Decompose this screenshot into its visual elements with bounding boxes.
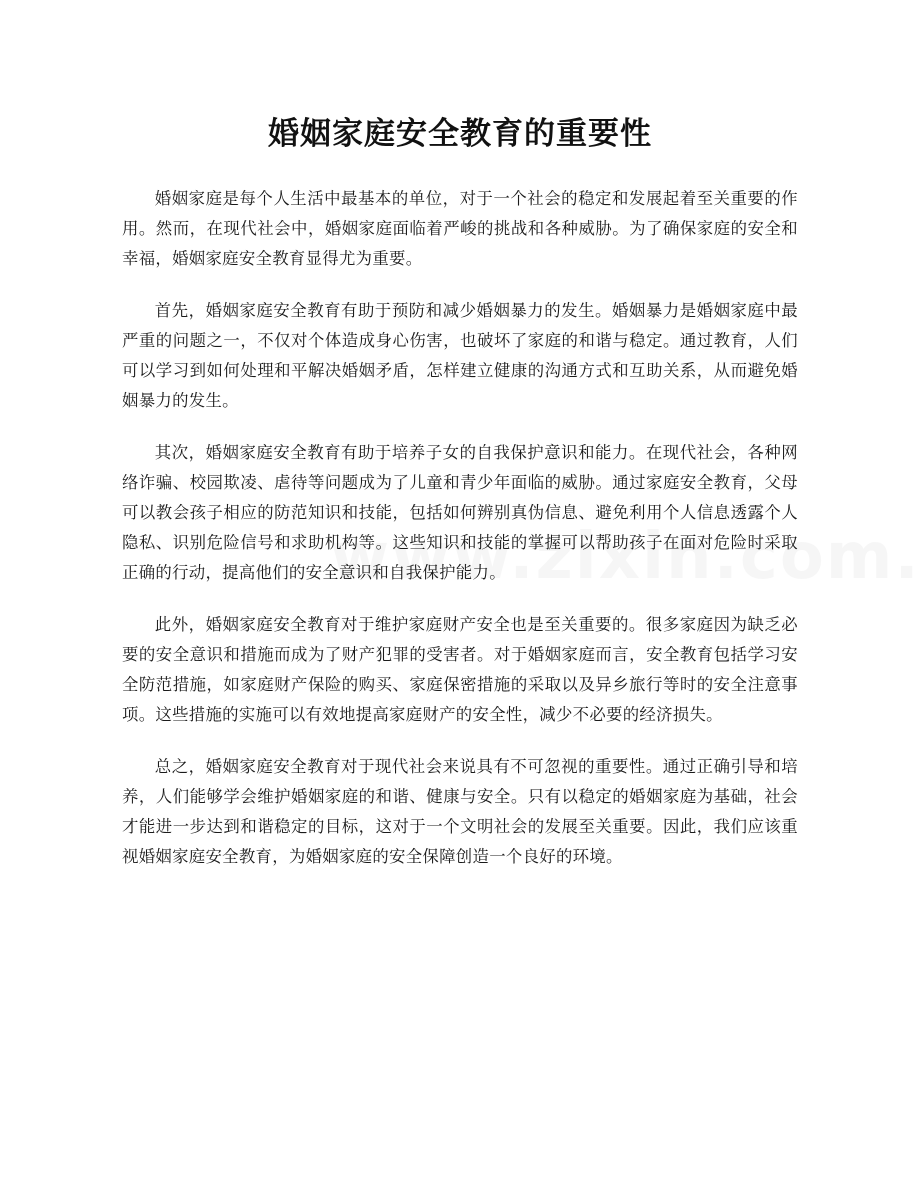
paragraph-second: 其次，婚姻家庭安全教育有助于培养子女的自我保护意识和能力。在现代社会，各种网络诈骗、校园欺凌、虐待等问题成为了儿童和青少年面临的威胁。通过家庭安全教育，父母可以教会孩子相应的防范知识和技能，包括如何辨别真伪信息、避免利用个人信息透露个人隐私、识别危险信号和求助机构等。这些知识和技能的掌握可以帮助孩子在面对危险时采取正确的行动，提高他们的安全意识和自我保护能力。 (122, 443, 798, 582)
paragraph-conclusion: 总之，婚姻家庭安全教育对于现代社会来说具有不可忽视的重要性。通过正确引导和培养，人们能够学会维护婚姻家庭的和谐、健康与安全。只有以稳定的婚姻家庭为基础，社会才能进一步达到和谐稳定的目标，这对于一个文明社会的发展至关重要。因此，我们应该重视婚姻家庭安全教育，为婚姻家庭的安全保障创造一个良好的环境。 (122, 757, 798, 866)
page-title: 婚姻家庭安全教育的重要性 (268, 116, 652, 152)
paragraph-intro: 婚姻家庭是每个人生活中最基本的单位，对于一个社会的稳定和发展起着至关重要的作用。然而，在现代社会中，婚姻家庭面临着严峻的挑战和各种威胁。为了确保家庭的安全和幸福，婚姻家庭安全教育显得尤为重要。 (122, 189, 798, 268)
document-body (122, 184, 798, 894)
paragraph-first: 首先，婚姻家庭安全教育有助于预防和减少婚姻暴力的发生。婚姻暴力是婚姻家庭中最严重的问题之一，不仅对个体造成身心伤害，也破坏了家庭的和谐与稳定。通过教育，人们可以学习到如何处理和平解决婚姻矛盾，怎样建立健康的沟通方式和互助关系，从而避免婚姻暴力的发生。 (122, 301, 798, 410)
paragraph-third: 此外，婚姻家庭安全教育对于维护家庭财产安全也是至关重要的。很多家庭因为缺乏必要的安全意识和措施而成为了财产犯罪的受害者。对于婚姻家庭而言，安全教育包括学习安全防范措施，如家庭财产保险的购买、家庭保密措施的采取以及异乡旅行等时的安全注意事项。这些措施的实施可以有效地提高家庭财产的安全性，减少不必要的经济损失。 (122, 615, 798, 724)
